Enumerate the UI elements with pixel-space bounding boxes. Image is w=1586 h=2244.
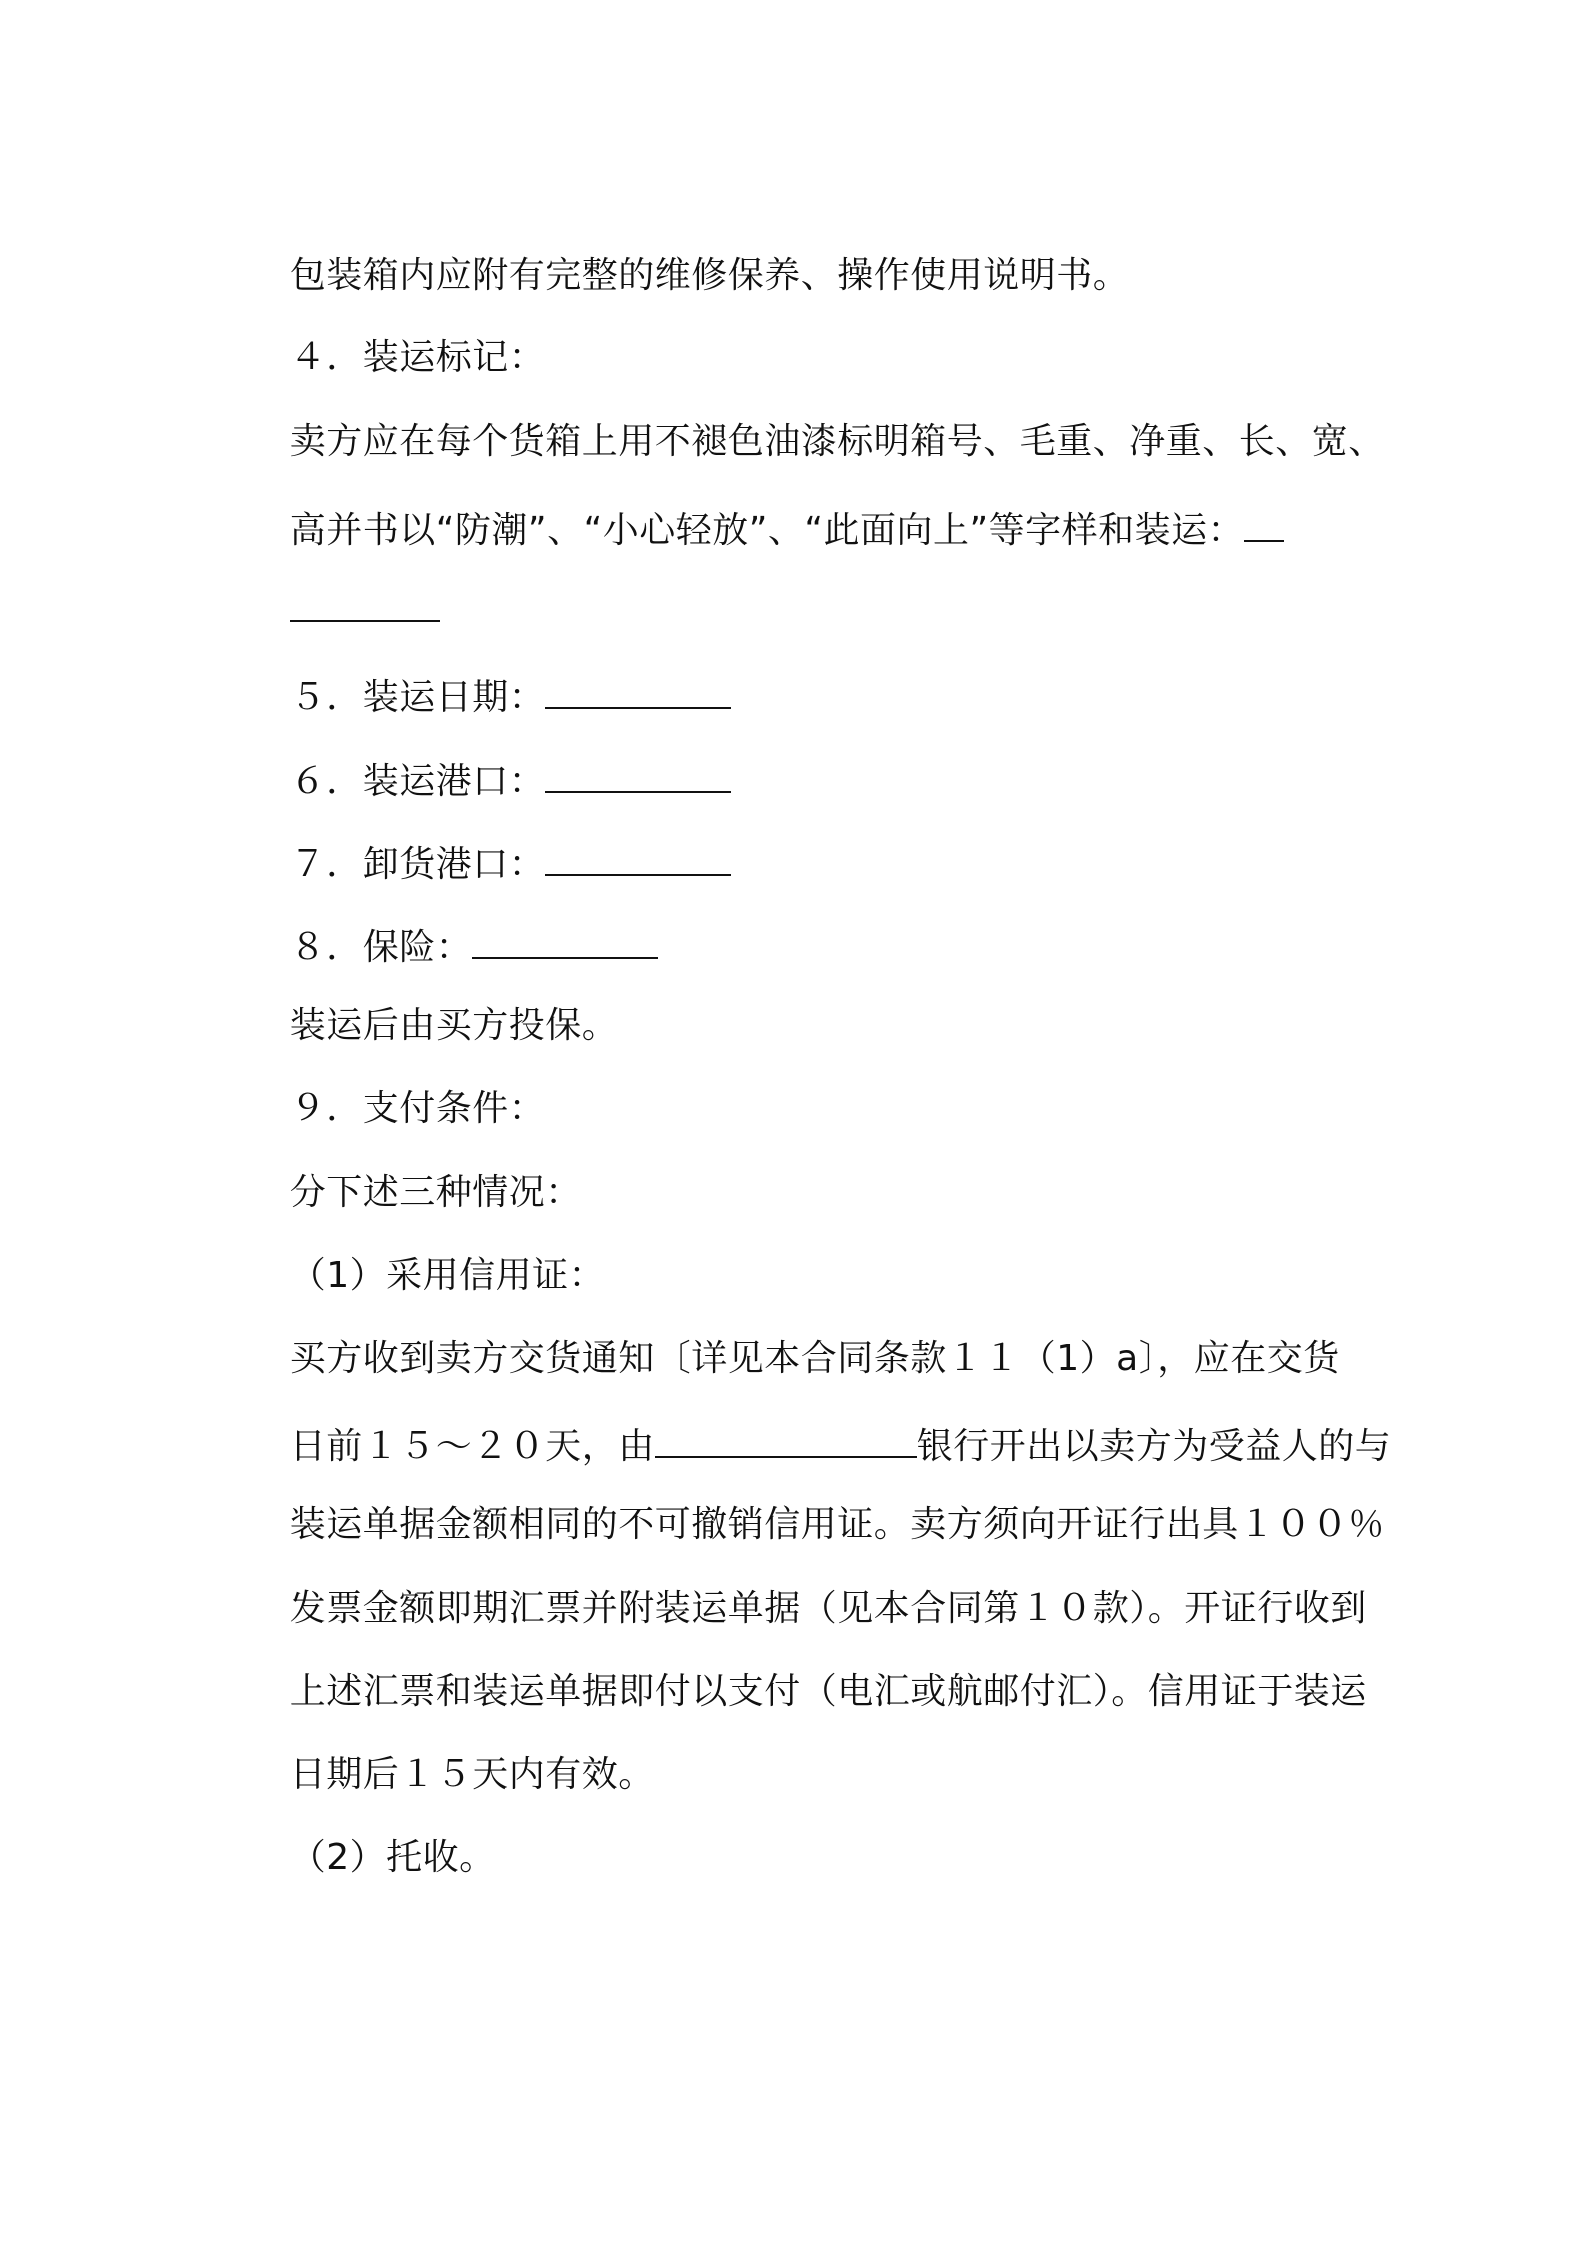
shipping-marks-blank[interactable] (1244, 504, 1284, 542)
subheading-collection (242, 1792, 1362, 1924)
paragraph-text: 日期后１５天内有效。 (289, 1754, 655, 1795)
paragraph-text: 装运后由买方投保。 (289, 1005, 619, 1046)
heading-text: ６．装运港口： (289, 761, 546, 802)
heading-text: ４．装运标记： (289, 337, 546, 378)
subheading-text: （2）托收。 (289, 1837, 496, 1878)
paragraph-text: 高并书以“防潮”、“小心轻放”、“此面向上”等字样和装运： (289, 510, 1245, 551)
paragraph-text: 发票金额即期汇票并附装运单据（见本合同第１０款）。开证行收到 (289, 1588, 1367, 1629)
paragraph-text: 卖方应在每个货箱上用不褪色油漆标明箱号、毛重、净重、长、宽、 (289, 421, 1385, 462)
shipping-marks-blank-continued[interactable] (290, 584, 440, 622)
heading-text: ５．装运日期： (289, 677, 546, 718)
paragraph-text: 分下述三种情况： (289, 1172, 582, 1213)
shipment-date-blank[interactable] (545, 671, 731, 709)
paragraph-text: 装运单据金额相同的不可撤销信用证。卖方须向开证行出具１００％ (289, 1504, 1385, 1545)
port-of-discharge-blank[interactable] (545, 838, 731, 876)
heading-text: ９．支付条件： (289, 1088, 546, 1129)
port-of-shipment-blank[interactable] (545, 755, 731, 793)
heading-text: ８．保险： (289, 927, 473, 968)
paragraph-text: 银行开出以卖方为受益人的与 (916, 1426, 1392, 1467)
issuing-bank-blank[interactable] (655, 1420, 917, 1458)
paragraph-text: 日前１５～２０天，由 (289, 1426, 655, 1467)
paragraph-text: 上述汇票和装运单据即付以支付（电汇或航邮付汇）。信用证于装运 (289, 1671, 1367, 1712)
heading-text: ７．卸货港口： (289, 844, 546, 885)
subheading-text: （1）采用信用证： (289, 1255, 606, 1296)
paragraph-text: 包装箱内应附有完整的维修保养、操作使用说明书。 (289, 255, 1130, 296)
insurance-blank[interactable] (472, 921, 658, 959)
paragraph-text: 买方收到卖方交货通知〔详见本合同条款１１（1）a〕，应在交货 (289, 1338, 1340, 1379)
